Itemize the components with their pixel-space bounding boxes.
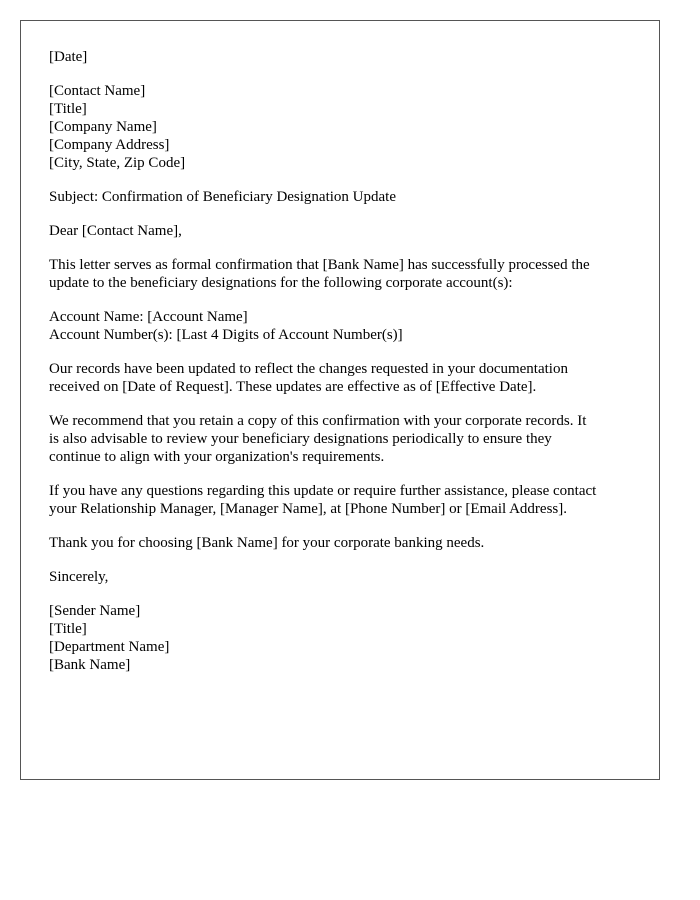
paragraph-line: received on [Date of Request]. These updates are effective as of [Effective Date].: [49, 379, 537, 395]
account-name: Account Name: [Account Name]: [49, 309, 248, 325]
recipient-title: [Title]: [49, 101, 87, 117]
paragraph-line: update to the beneficiary designations for the following corporate account(s):: [49, 275, 513, 291]
paragraph-line: continue to align with your organization's requirements.: [49, 449, 385, 465]
letter-date: [49, 48, 631, 66]
sender-name: [Sender Name]: [49, 603, 141, 619]
thanks-paragraph: [49, 534, 631, 552]
thanks-text: Thank you for choosing [Bank Name] for your corporate banking needs.: [49, 535, 485, 551]
letter-page: [20, 20, 660, 780]
recipient-company-name: [Company Name]: [49, 119, 157, 135]
salutation: [49, 222, 631, 240]
salutation-text: Dear [Contact Name],: [49, 223, 182, 239]
subject-line: [49, 188, 631, 206]
paragraph-line: is also advisable to review your beneficiary designations periodically to ensure they: [49, 431, 552, 447]
sender-title: [Title]: [49, 621, 87, 637]
recipient-city-state-zip: [City, State, Zip Code]: [49, 155, 186, 171]
paragraph-line: Our records have been updated to reflect the changes requested in your documentation: [49, 361, 568, 377]
recipient-address-block: [49, 82, 631, 172]
intro-paragraph: [49, 256, 631, 292]
subject-text: Subject: Confirmation of Beneficiary Designation Update: [49, 189, 396, 205]
account-numbers: Account Number(s): [Last 4 Digits of Account Number(s)]: [49, 327, 403, 343]
account-details: [49, 308, 631, 344]
signature-block: [49, 602, 631, 674]
paragraph-line: We recommend that you retain a copy of this confirmation with your corporate records. It: [49, 413, 587, 429]
recommendation-paragraph: [49, 412, 631, 466]
paragraph-line: If you have any questions regarding this update or require further assistance, please contact: [49, 483, 597, 499]
closing-text: Sincerely,: [49, 569, 109, 585]
recipient-company-address: [Company Address]: [49, 137, 170, 153]
paragraph-line: your Relationship Manager, [Manager Name], at [Phone Number] or [Email Address].: [49, 501, 567, 517]
paragraph-line: This letter serves as formal confirmation that [Bank Name] has successfully processed the: [49, 257, 590, 273]
sender-department: [Department Name]: [49, 639, 170, 655]
sender-bank: [Bank Name]: [49, 657, 131, 673]
closing: [49, 568, 631, 586]
recipient-contact-name: [Contact Name]: [49, 83, 146, 99]
records-paragraph: [49, 360, 631, 396]
date-text: [Date]: [49, 49, 88, 65]
questions-paragraph: [49, 482, 631, 518]
